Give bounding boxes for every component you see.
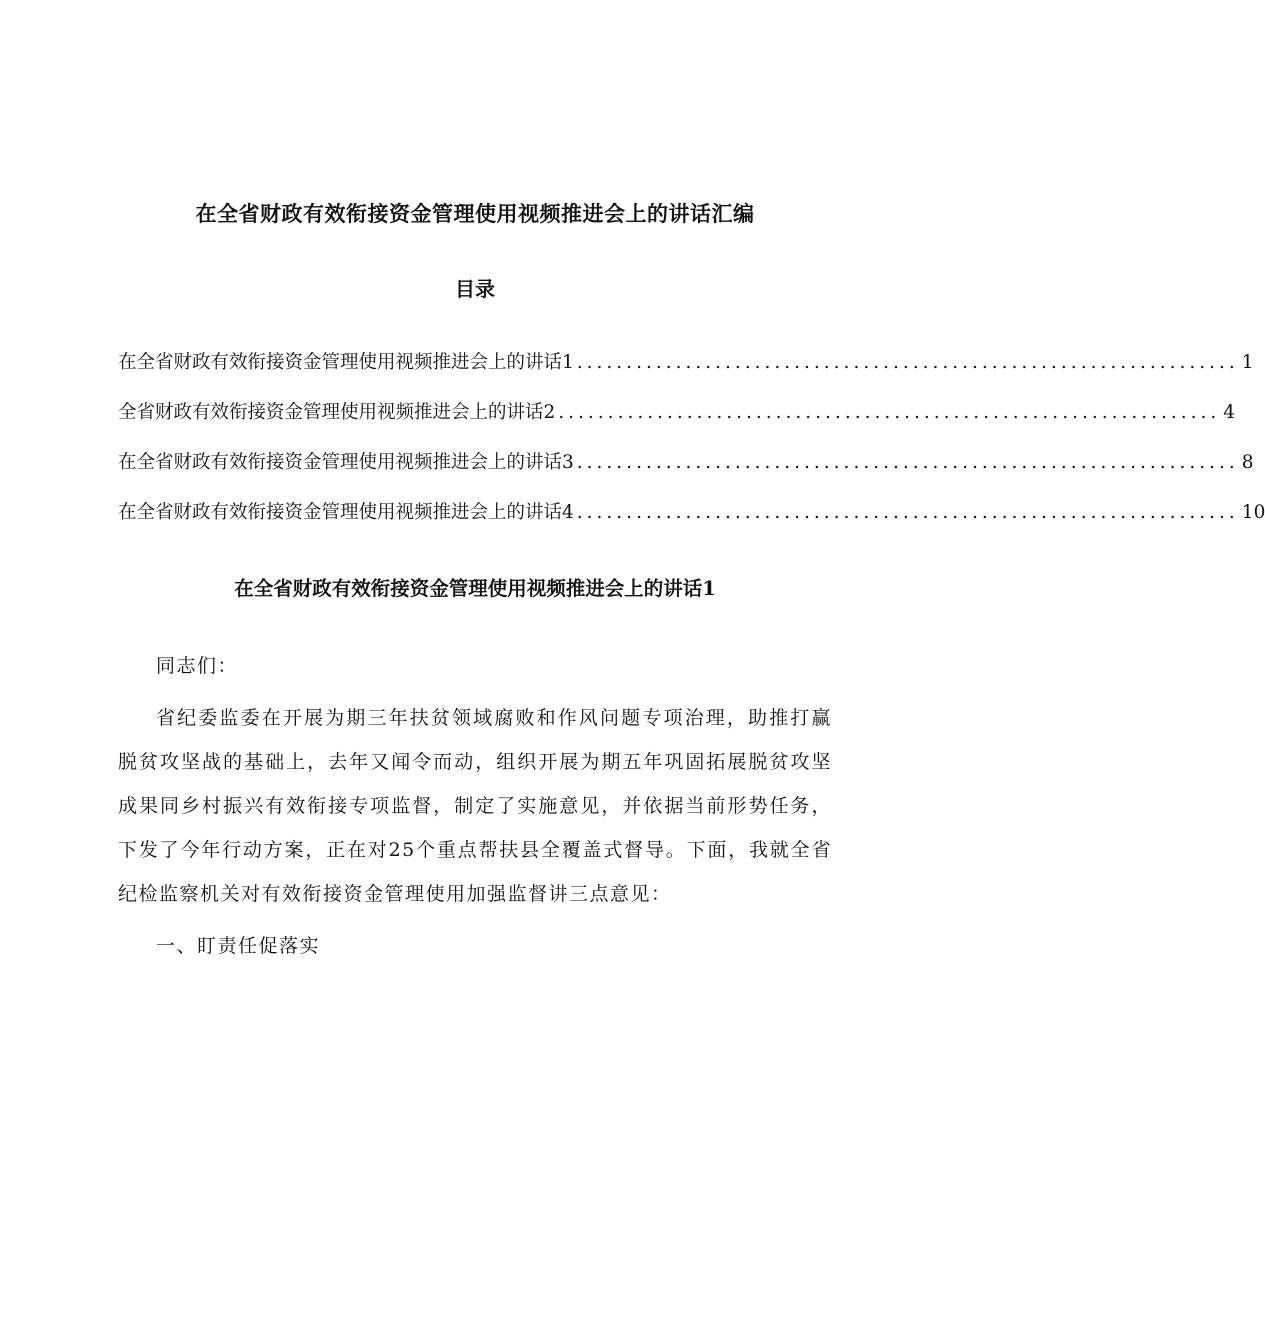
toc-entry[interactable] — [118, 396, 1236, 446]
salutation-paragraph: 同志们： — [156, 655, 239, 677]
subheading-paragraph: 一、盯责任促落实 — [156, 935, 321, 957]
toc-entry[interactable] — [118, 496, 1265, 546]
toc-entry[interactable] — [118, 446, 1254, 496]
body-text — [118, 644, 832, 976]
toc-entry[interactable] — [118, 346, 1254, 396]
document-title: 在全省财政有效衔接资金管理使用视频推进会上的讲话汇编 — [195, 201, 755, 226]
toc-entry-page: 10 — [1241, 502, 1265, 523]
toc-leader-dots: ................................................................... — [576, 502, 1239, 523]
toc-heading: 目录 — [455, 277, 495, 301]
toc-leader-dots: ................................................................... — [576, 452, 1239, 473]
toc-entry-page: 4 — [1223, 402, 1236, 423]
section-title: 在全省财政有效衔接资金管理使用视频推进会上的讲话1 — [234, 577, 716, 600]
body-paragraph: 省纪委监委在开展为期三年扶贫领域腐败和作风问题专项治理，助推打赢脱贫攻坚战的基础上，去年又闻令而动，组织开展为期五年巩固拓展脱贫攻坚成果同乡村振兴有效衔接专项监督，制定了实施意见，并依据当前形势任务，下发了今年行动方案，正在对25个重点帮扶县全覆盖式督导。下面，我就全省纪检监察机关对有效衔接资金管理使用加强监督讲三点意见： — [118, 707, 832, 905]
table-of-contents — [118, 346, 1265, 546]
toc-leader-dots: ................................................................... — [576, 352, 1239, 373]
toc-entry-text: 在全省财政有效衔接资金管理使用视频推进会上的讲话3 — [118, 452, 574, 473]
toc-entry-text: 在全省财政有效衔接资金管理使用视频推进会上的讲话1 — [118, 352, 574, 373]
toc-entry-page: 8 — [1241, 452, 1254, 473]
toc-leader-dots: ................................................................... — [558, 402, 1221, 423]
toc-entry-text: 在全省财政有效衔接资金管理使用视频推进会上的讲话4 — [118, 502, 574, 523]
toc-entry-page: 1 — [1241, 352, 1254, 373]
toc-entry-text: 全省财政有效衔接资金管理使用视频推进会上的讲话2 — [118, 402, 556, 423]
